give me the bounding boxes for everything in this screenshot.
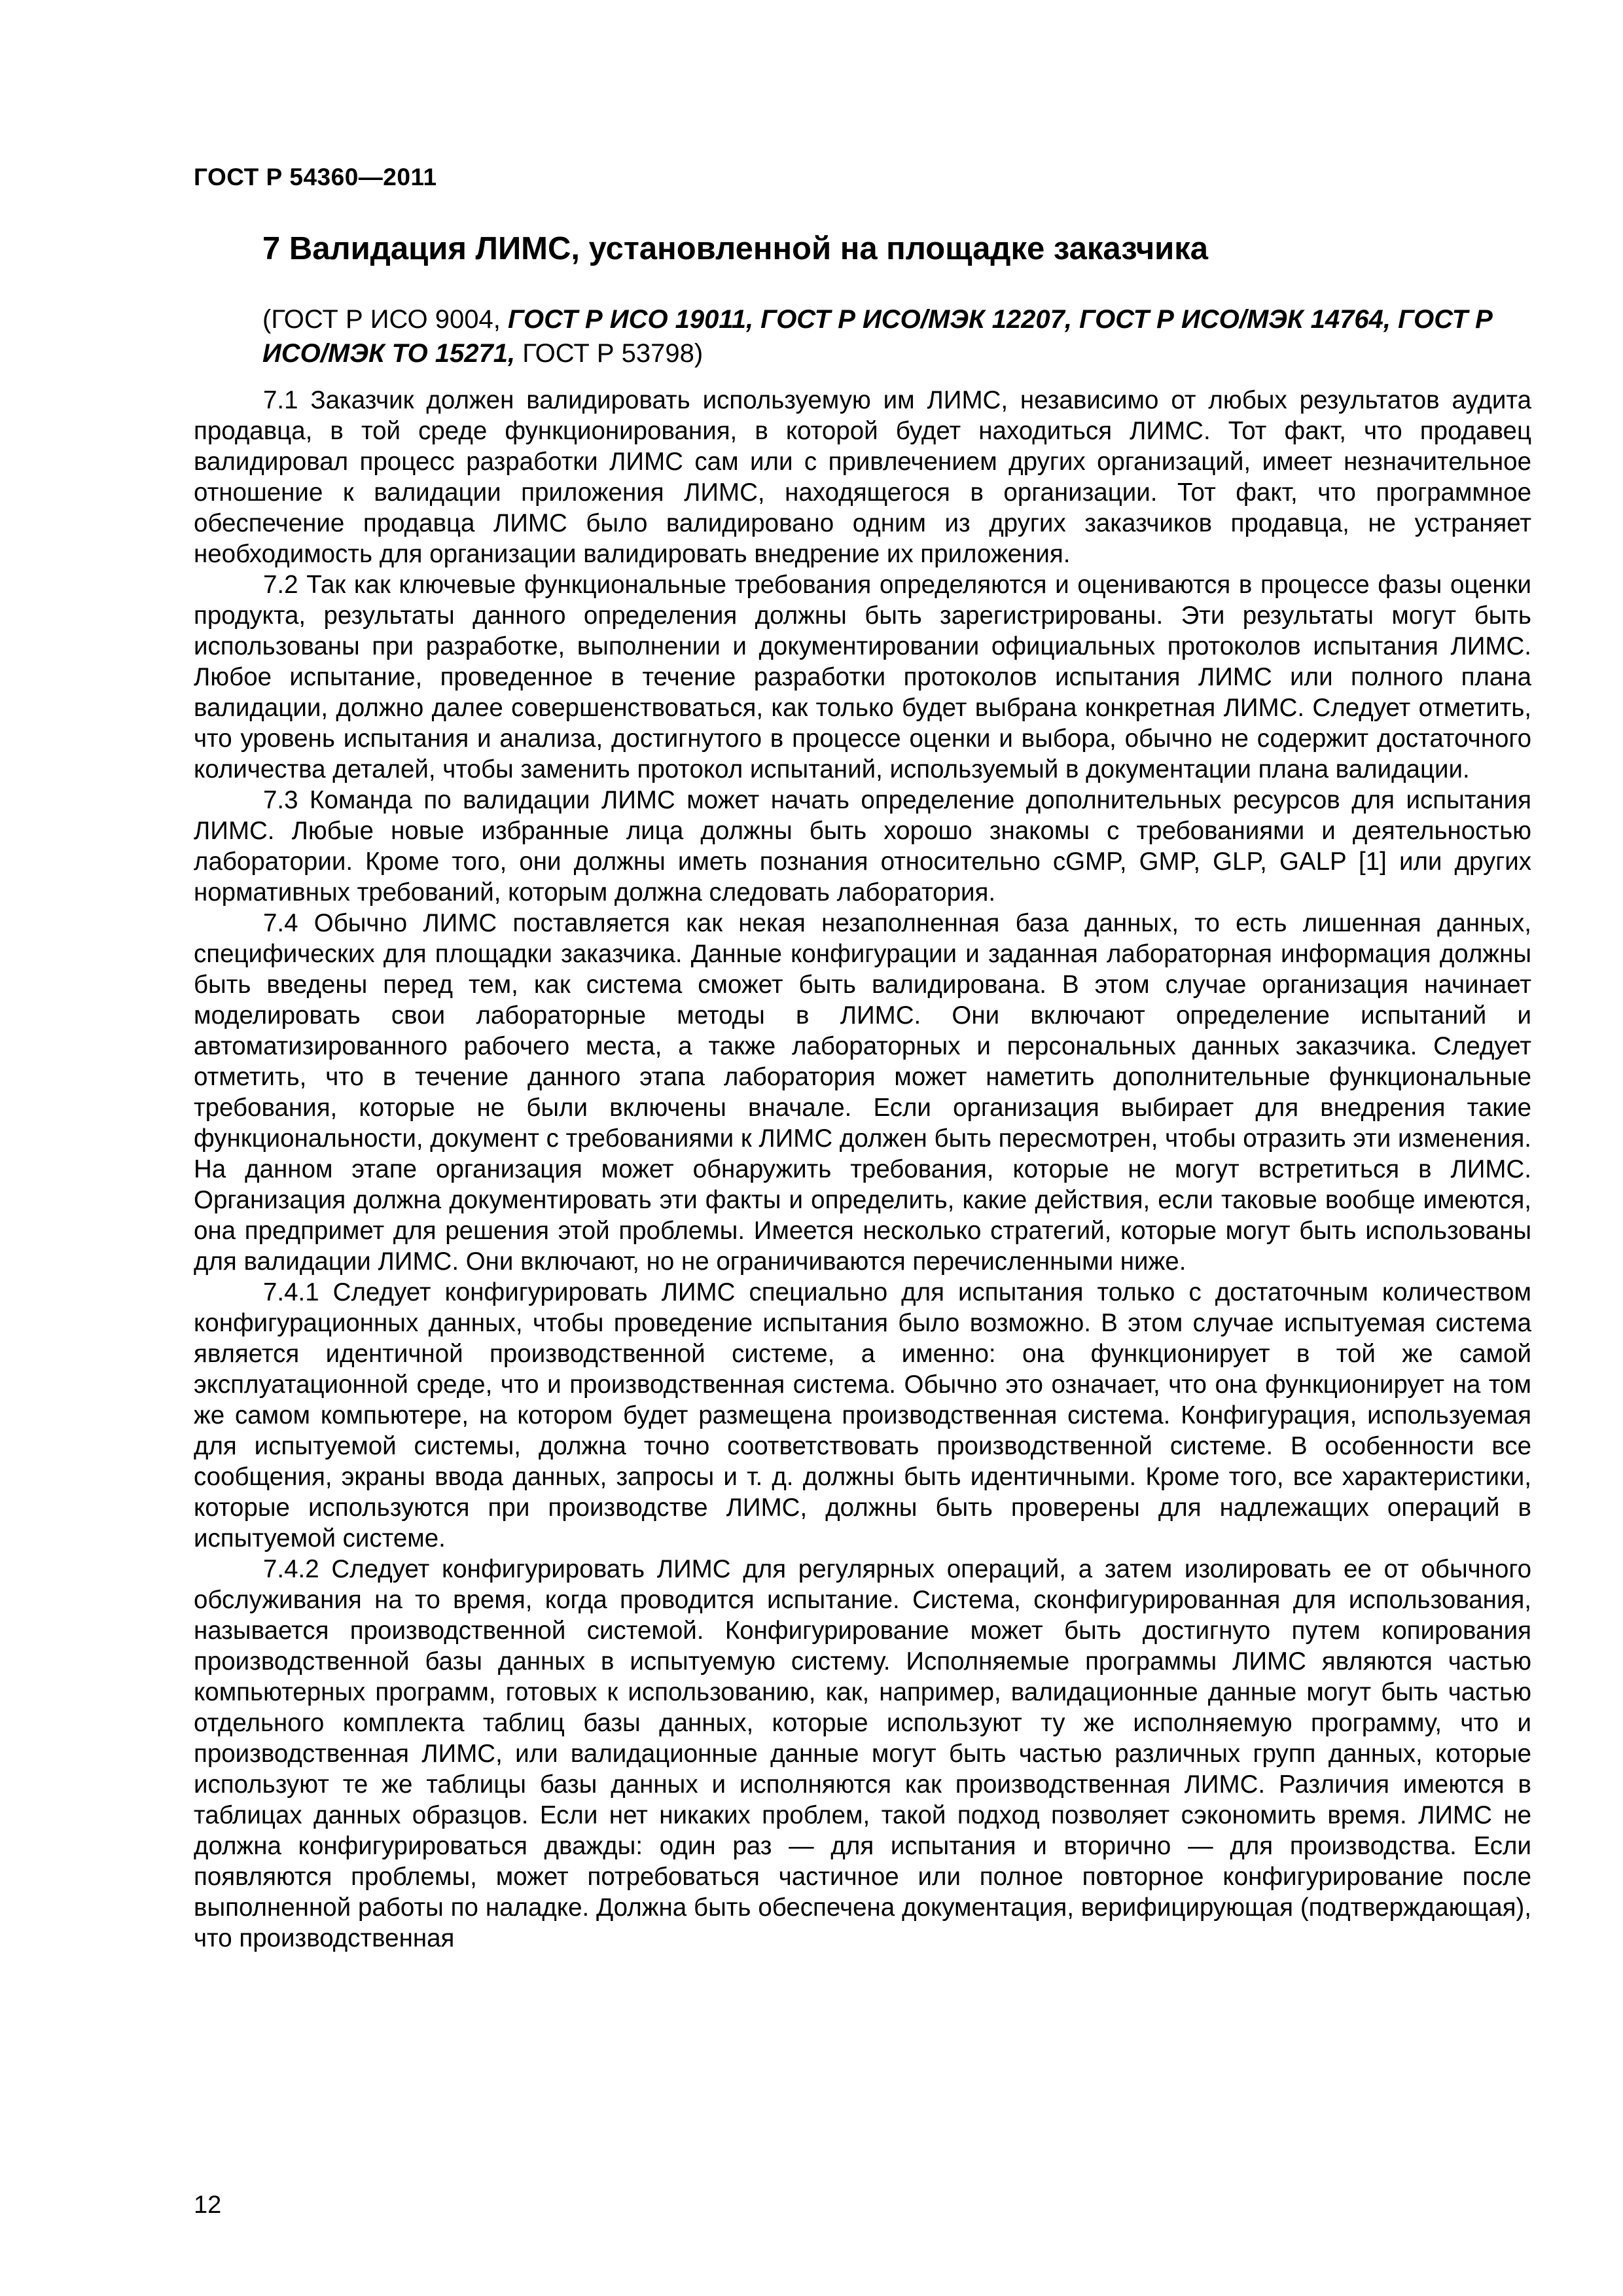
paragraph-7-4-2: 7.4.2 Следует конфигурировать ЛИМС для регулярных операций, а затем изолировать ее от обычного обслуживания на то время, когда проводится испытание. Система, сконфигурированная для использования, называется производственной системой. Конфигурирование может быть достигнуто путем копирования производственной базы данных в испытуемую систему. Исполняемые программы ЛИМС являются частью компьютерных программ, готовых к использованию, как, например, валидационные данные могут быть частью отдельного комплекта таблиц базы данных, которые используют ту же исполняемую программу, что и производственная ЛИМС, или валидационные данные могут быть частью различных групп данных, которые используют те же таблицы базы данных и исполняются как производственная ЛИМС. Различия имеются в таблицах данных образцов. Если нет никаких проблем, такой подход позволяет сэкономить время. ЛИМС не должна конфигурироваться дважды: один раз — для испытания и вторично — для производства. Если появляются проблемы, может потребоваться частичное или полное повторное конфигурирование после выполненной работы по наладке. Должна быть обеспечена документация, верифицирующая (подтверждающая), что производственная	[194, 1555, 1531, 1952]
document-header: ГОСТ Р 54360—2011	[194, 164, 437, 190]
body-text	[194, 385, 1531, 1954]
references-close: ГОСТ Р 53798)	[515, 339, 704, 368]
paragraph-7-1: 7.1 Заказчик должен валидировать используемую им ЛИМС, независимо от любых результатов аудита продавца, в той среде функционирования, в которой будет находиться ЛИМС. Тот факт, что продавец валидировал процесс разработки ЛИМС сам или с привлечением других организаций, имеет незначительное отношение к валидации приложения ЛИМС, находящегося в организации. Тот факт, что программное обеспечение продавца ЛИМС было валидировано одним из других заказчиков продавца, не устраняет необходимость для организации валидировать внедрение их приложения.	[194, 386, 1531, 568]
section-references	[262, 302, 1506, 370]
references-open: (ГОСТ Р ИСО 9004,	[262, 305, 508, 334]
paragraph-7-4: 7.4 Обычно ЛИМС поставляется как некая незаполненная база данных, то есть лишенная данных, специфических для площадки заказчика. Данные конфигурации и заданная лабораторная информация должны быть введены перед тем, как система сможет быть валидирована. В этом случае организация начинает моделировать свои лабораторные методы в ЛИМС. Они включают определение испытаний и автоматизированного рабочего места, а также лабораторных и персональных данных заказчика. Следует отметить, что в течение данного этапа лаборатория может наметить дополнительные функциональные требования, которые не были включены вначале. Если организация выбирает для внедрения такие функциональности, документ с требованиями к ЛИМС должен быть пересмотрен, чтобы отразить эти изменения. На данном этапе организация может обнаружить требования, которые не могут встретиться в ЛИМС. Организация должна документировать эти факты и определить, какие действия, если таковые вообще имеются, она предпримет для решения этой проблемы. Имеется несколько стратегий, которые могут быть использованы для валидации ЛИМС. Они включают, но не ограничиваются перечисленными ниже.	[194, 909, 1531, 1276]
references-bold-italic: ГОСТ Р ИСО 19011, ГОСТ Р ИСО/МЭК 12207, ГОСТ Р ИСО/МЭК 14764, ГОСТ Р ИСО/МЭК ТО 15271,	[262, 305, 1493, 368]
page-number: 12	[194, 2191, 222, 2219]
paragraph-7-2: 7.2 Так как ключевые функциональные требования определяются и оцениваются в процессе фазы оценки продукта, результаты данного определения должны быть зарегистрированы. Эти результаты могут быть использованы при разработке, выполнении и документировании официальных протоколов испытания ЛИМС. Любое испытание, проведенное в течение разработки протоколов испытания ЛИМС или полного плана валидации, должно далее совершенствоваться, как только будет выбрана конкретная ЛИМС. Следует отметить, что уровень испытания и анализа, достигнутого в процессе оценки и выбора, обычно не содержит достаточного количества деталей, чтобы заменить протокол испытаний, используемый в документации плана валидации.	[194, 571, 1531, 783]
paragraph-7-4-1: 7.4.1 Следует конфигурировать ЛИМС специально для испытания только с достаточным количеством конфигурационных данных, чтобы проведение испытания было возможно. В этом случае испытуемая система является идентичной производственной системе, а именно: она функционирует в той же самой эксплуатационной среде, что и производственная система. Обычно это означает, что она функционирует на том же самом компьютере, на котором будет размещена производственная система. Конфигурация, используемая для испытуемой системы, должна точно соответствовать производственной системе. В особенности все сообщения, экраны ввода данных, запросы и т. д. должны быть идентичными. Кроме того, все характеристики, которые используются при производстве ЛИМС, должны быть проверены для надлежащих операций в испытуемой системе.	[194, 1278, 1531, 1552]
section-heading: 7 Валидация ЛИМС, установленной на площадке заказчика	[262, 231, 1209, 266]
paragraph-7-3: 7.3 Команда по валидации ЛИМС может начать определение дополнительных ресурсов для испытания ЛИМС. Любые новые избранные лица должны быть хорошо знакомы с требованиями и деятельностью лаборатории. Кроме того, они должны иметь познания относительно cGMP, GMP, GLP, GALP [1] или других нормативных требований, которым должна следовать лаборатория.	[194, 786, 1531, 906]
